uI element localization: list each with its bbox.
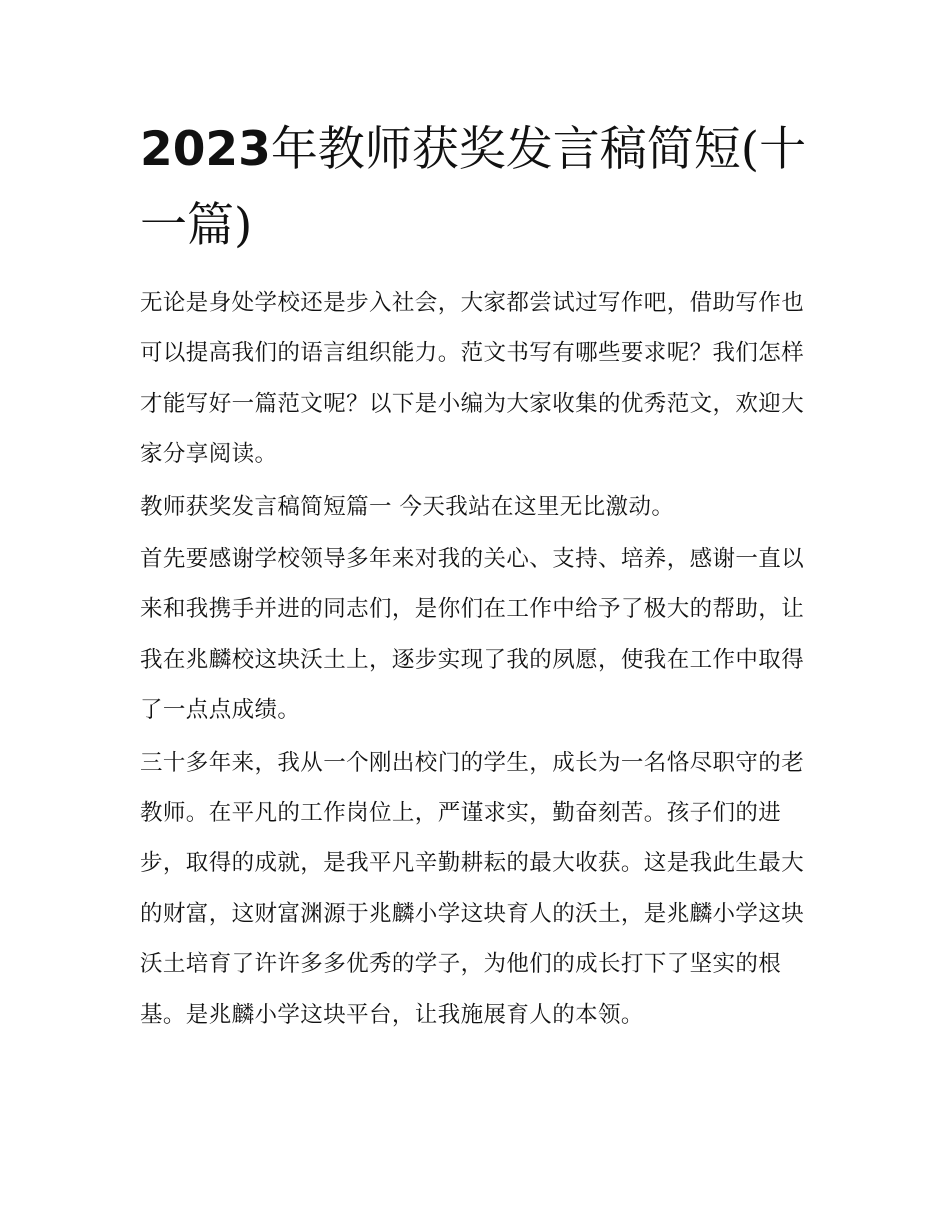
document-title (140, 112, 812, 264)
intro-paragraph: 无论是身处学校还是步入社会，大家都尝试过写作吧，借助写作也可以提高我们的语言组织能力。范文书写有哪些要求呢？我们怎样才能写好一篇范文呢？以下是小编为大家收集的优秀范文，欢迎大家分享阅读。 (140, 290, 805, 468)
body-paragraph: 三十多年来，我从一个刚出校门的学生，成长为一名恪尽职守的老教师。在平凡的工作岗位上，严谨求实，勤奋刻苦。孩子们的进步，取得的成就，是我平凡辛勤耕耘的最大收获。这是我此生最大的财富，这财富渊源于兆麟小学这块育人的沃土，是兆麟小学这块沃土培育了许许多多优秀的学子，为他们的成长打下了坚实的根基。是兆麟小学这块平台，让我施展育人的本领。 (140, 749, 805, 1028)
document-page (140, 112, 812, 1042)
title-year: 2023 (140, 122, 271, 177)
title-text: 年教师获奖发言稿简短(十一篇) (140, 122, 807, 253)
body-paragraph: 首先要感谢学校领导多年来对我的关心、支持、培养，感谢一直以来和我携手并进的同志们，是你们在工作中给予了极大的帮助，让我在兆麟校这块沃土上，逐步实现了我的夙愿，使我在工作中取得了一点点成绩。 (140, 546, 805, 724)
section-heading-paragraph: 教师获奖发言稿简短篇一 今天我站在这里无比激动。 (140, 493, 675, 520)
